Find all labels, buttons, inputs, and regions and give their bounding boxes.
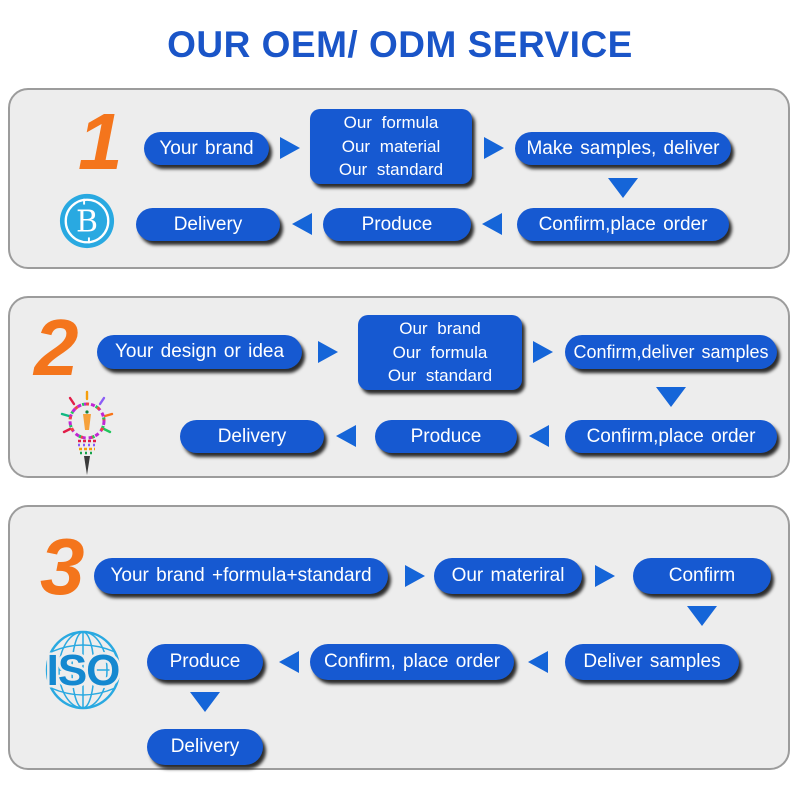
- arrow-left-icon: [482, 213, 502, 235]
- pill-delivery: Delivery: [136, 208, 280, 241]
- bitcoin-letter: B: [75, 204, 99, 240]
- arrow-left-icon: [528, 651, 548, 673]
- box-our-brand-formula-standard: [358, 315, 522, 390]
- arrow-down-icon: [608, 178, 638, 198]
- pill-produce: Produce: [323, 208, 471, 241]
- bulb-base: [78, 441, 96, 453]
- arrow-right-icon: [533, 341, 553, 363]
- pill-delivery: Delivery: [147, 729, 263, 765]
- box-line: Our material: [341, 136, 441, 156]
- arrow-left-icon: [292, 213, 312, 235]
- pill-confirm: Confirm: [633, 558, 771, 594]
- arrow-right-icon: [280, 137, 300, 159]
- panel-odm-flow-2: [8, 296, 790, 478]
- pill-confirm-place-order: Confirm,place order: [565, 420, 777, 453]
- pill-make-samples-deliver: Make samples, deliver: [515, 132, 731, 165]
- pill-produce: Produce: [147, 644, 263, 680]
- pill-produce: Produce: [375, 420, 517, 453]
- box-line: Our standard: [338, 160, 444, 180]
- lightbulb-idea-icon: [58, 390, 116, 476]
- box-line: Our standard: [387, 366, 493, 386]
- section-number-2: 2: [34, 303, 79, 392]
- arrow-left-icon: [529, 425, 549, 447]
- bulb-dot: [85, 410, 88, 413]
- arrow-down-icon: [687, 606, 717, 626]
- page-title: OUR OEM/ ODM SERVICE: [167, 24, 633, 65]
- panel-flow-3: [8, 505, 790, 770]
- pill-our-material: Our materiral: [434, 558, 582, 594]
- arrow-down-icon: [190, 692, 220, 712]
- box-our-formula-material-standard: [310, 109, 472, 184]
- bulb-filament: [83, 414, 91, 430]
- iso-letters: ISO: [46, 646, 120, 695]
- box-line: Our brand: [399, 318, 481, 338]
- bulb-tip: [84, 456, 90, 475]
- pill-your-design-or-idea: Your design or idea: [97, 335, 302, 369]
- pill-your-brand: Your brand: [144, 132, 269, 165]
- arrow-right-icon: [405, 565, 425, 587]
- section-number-3: 3: [40, 522, 85, 611]
- arrow-right-icon: [484, 137, 504, 159]
- iso-globe-icon: [35, 628, 131, 712]
- pill-your-brand-formula-standard: Your brand +formula+standard: [94, 558, 388, 594]
- arrow-left-icon: [279, 651, 299, 673]
- bitcoin-coin-icon: [58, 192, 116, 250]
- arrow-down-icon: [656, 387, 686, 407]
- panel-oem-flow-1: [8, 88, 790, 269]
- pill-deliver-samples: Deliver samples: [565, 644, 739, 680]
- pill-confirm-deliver-samples: Confirm,deliver samples: [565, 335, 777, 369]
- arrow-right-icon: [318, 341, 338, 363]
- section-number-1: 1: [78, 97, 123, 186]
- pill-delivery: Delivery: [180, 420, 324, 453]
- pill-confirm-place-order: Confirm,place order: [517, 208, 729, 241]
- pill-confirm-place-order: Confirm, place order: [310, 644, 514, 680]
- box-line: Our formula: [343, 112, 439, 132]
- arrow-left-icon: [336, 425, 356, 447]
- arrow-right-icon: [595, 565, 615, 587]
- box-line: Our formula: [392, 342, 488, 362]
